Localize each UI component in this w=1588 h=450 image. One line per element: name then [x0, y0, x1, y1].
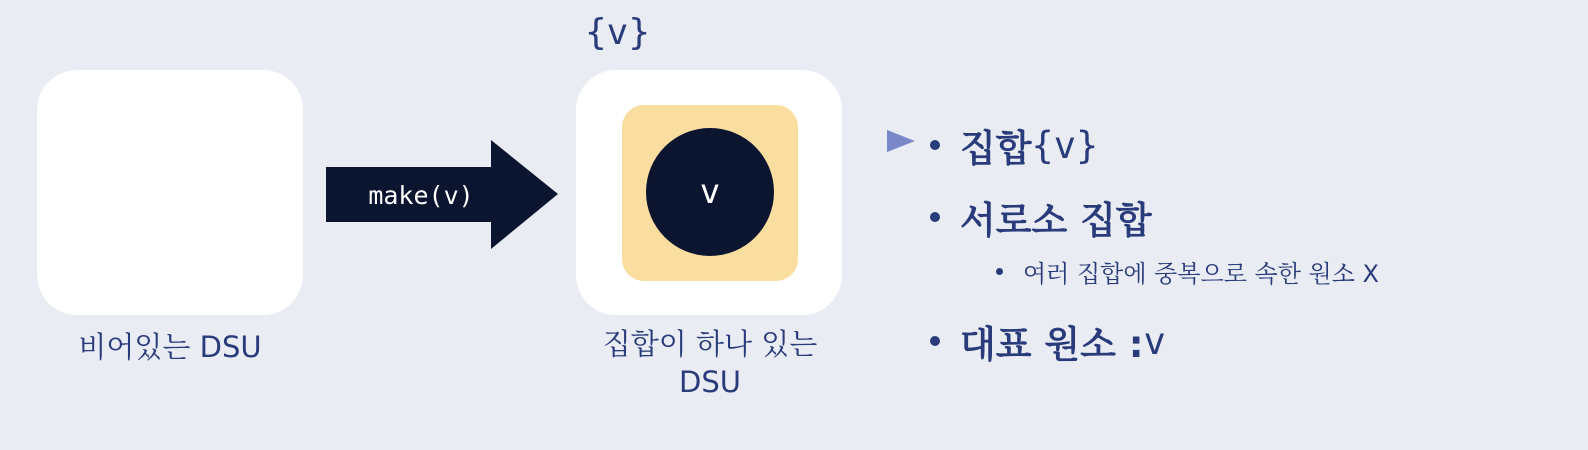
element-node: [646, 128, 774, 256]
property-disjoint-note-text: 여러 집합에 중복으로 속한 원소 X: [1023, 260, 1379, 288]
set-notation-label: {v}: [585, 12, 651, 53]
element-node-label: v: [699, 172, 721, 212]
bullet-dot: [930, 212, 940, 222]
dashed-pointer-arrow: [797, 126, 919, 158]
property-representative: [930, 314, 1166, 368]
caption-line-1: 집합이 하나 있는: [602, 327, 818, 361]
property-representative-text: 대표 원소 :: [960, 323, 1144, 366]
property-set: [930, 118, 1098, 172]
property-set-text: 집합: [960, 127, 1032, 170]
caption-line-2: DSU: [679, 365, 741, 399]
bullet-dot: [930, 336, 940, 346]
property-disjoint-note: [996, 254, 1379, 289]
property-disjoint: [930, 190, 1152, 244]
sub-bullet-dot: [996, 268, 1003, 275]
property-disjoint-text: 서로소 집합: [960, 199, 1152, 242]
make-operation-label: make(v): [368, 180, 474, 210]
dashed-arrow-head: [887, 130, 915, 152]
single-set-dsu-caption: [560, 325, 860, 401]
empty-dsu-caption: 비어있는 DSU: [78, 330, 262, 364]
bullet-dot: [930, 140, 940, 150]
property-representative-value: v: [1143, 319, 1166, 363]
empty-dsu-panel: [37, 70, 303, 315]
property-set-value: {v}: [1031, 123, 1099, 167]
